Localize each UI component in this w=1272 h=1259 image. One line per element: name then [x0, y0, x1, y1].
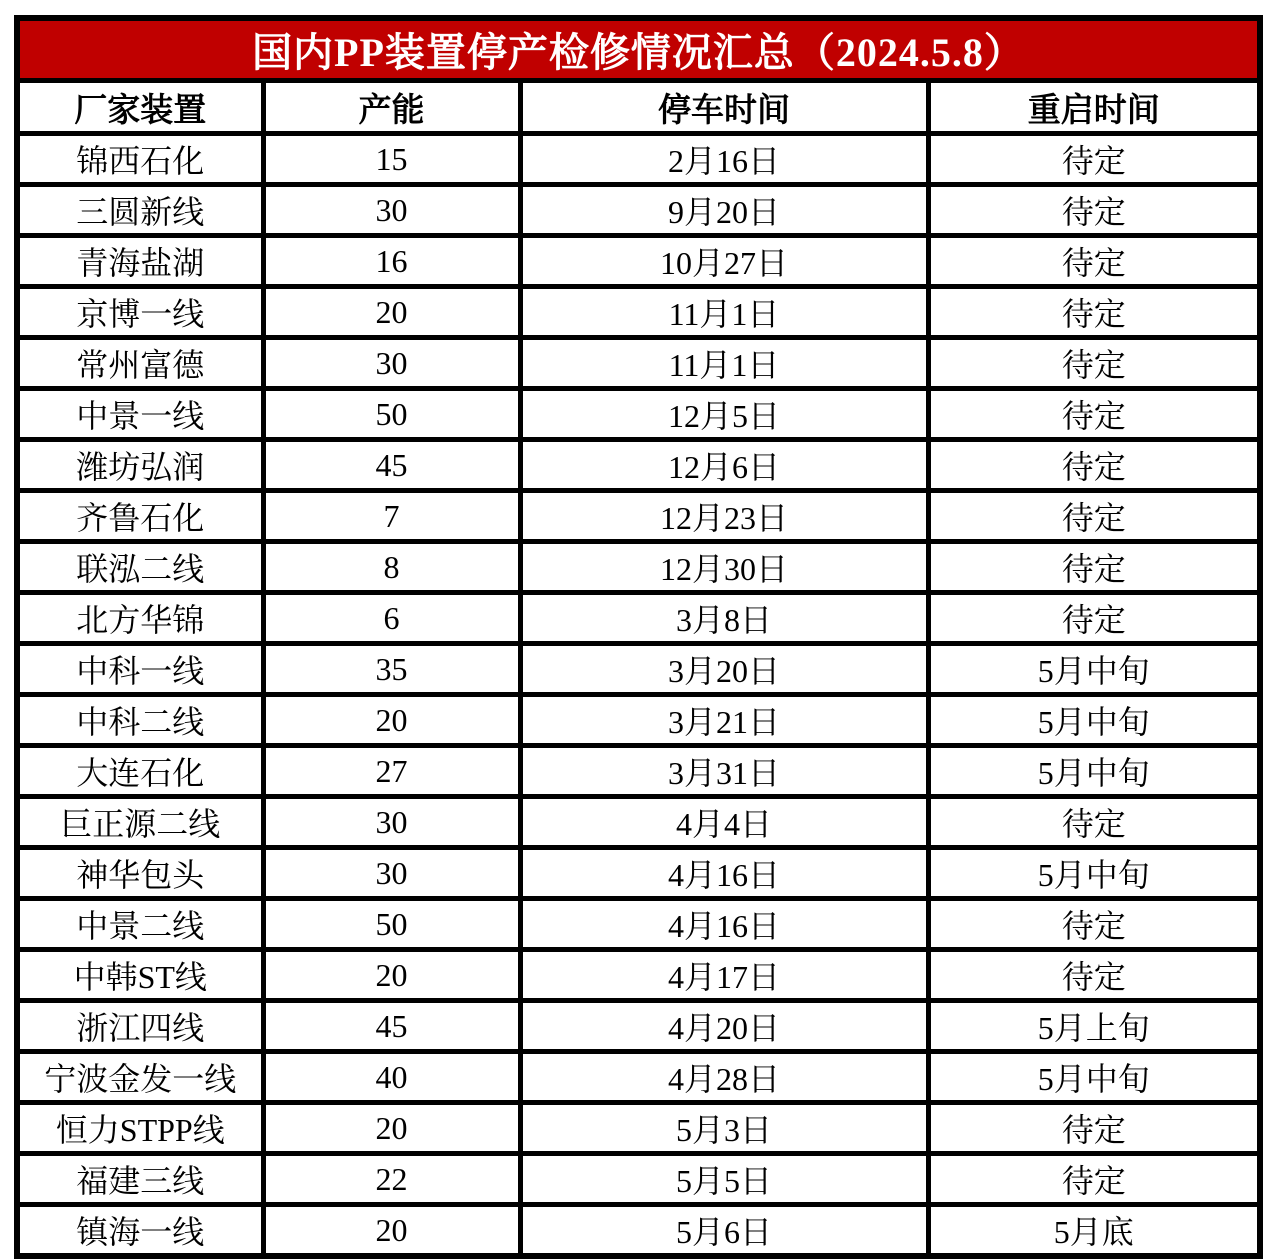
spreadsheet-area [14, 15, 1263, 1259]
stop-time-cell: 5月6日 [520, 1205, 928, 1257]
table-row [17, 797, 1260, 848]
stop-time-cell: 4月28日 [520, 1052, 928, 1103]
capacity-cell: 50 [263, 899, 520, 950]
stop-time-cell: 2月16日 [520, 134, 928, 185]
table-row [17, 1205, 1260, 1257]
capacity-cell: 20 [263, 1103, 520, 1154]
table-row [17, 1154, 1260, 1205]
stop-time-cell: 4月17日 [520, 950, 928, 1001]
stop-time-cell: 12月6日 [520, 440, 928, 491]
pp-maintenance-table [14, 15, 1263, 1259]
capacity-cell: 20 [263, 950, 520, 1001]
plant-cell: 锦西石化 [17, 134, 263, 185]
stop-time-cell: 4月16日 [520, 899, 928, 950]
capacity-cell: 45 [263, 1001, 520, 1052]
capacity-cell: 30 [263, 848, 520, 899]
restart-time-cell: 待定 [928, 542, 1260, 593]
title-row [17, 18, 1260, 81]
plant-cell: 联泓二线 [17, 542, 263, 593]
restart-time-cell: 待定 [928, 389, 1260, 440]
stop-time-cell: 12月5日 [520, 389, 928, 440]
restart-time-cell: 待定 [928, 593, 1260, 644]
stop-time-cell: 4月20日 [520, 1001, 928, 1052]
table-row [17, 491, 1260, 542]
restart-time-cell: 待定 [928, 797, 1260, 848]
capacity-cell: 50 [263, 389, 520, 440]
table-row [17, 950, 1260, 1001]
table-row [17, 185, 1260, 236]
table-row [17, 338, 1260, 389]
stop-time-cell: 10月27日 [520, 236, 928, 287]
stop-time-cell: 3月20日 [520, 644, 928, 695]
restart-time-cell: 待定 [928, 950, 1260, 1001]
plant-cell: 宁波金发一线 [17, 1052, 263, 1103]
stop-time-cell: 11月1日 [520, 338, 928, 389]
plant-cell: 镇海一线 [17, 1205, 263, 1257]
restart-time-cell: 5月中旬 [928, 1052, 1260, 1103]
capacity-cell: 20 [263, 287, 520, 338]
restart-time-cell: 待定 [928, 185, 1260, 236]
plant-cell: 北方华锦 [17, 593, 263, 644]
plant-cell: 中韩ST线 [17, 950, 263, 1001]
stop-time-cell: 5月3日 [520, 1103, 928, 1154]
restart-time-cell: 5月中旬 [928, 695, 1260, 746]
table-row [17, 1103, 1260, 1154]
restart-time-cell: 待定 [928, 338, 1260, 389]
capacity-cell: 8 [263, 542, 520, 593]
capacity-cell: 6 [263, 593, 520, 644]
capacity-cell: 30 [263, 797, 520, 848]
stop-time-cell: 5月5日 [520, 1154, 928, 1205]
stop-time-cell: 3月31日 [520, 746, 928, 797]
plant-cell: 三圆新线 [17, 185, 263, 236]
restart-time-cell: 待定 [928, 440, 1260, 491]
table-row [17, 389, 1260, 440]
column-header-plant: 厂家装置 [17, 81, 263, 134]
plant-cell: 京博一线 [17, 287, 263, 338]
capacity-cell: 20 [263, 695, 520, 746]
table-row [17, 542, 1260, 593]
table-row [17, 440, 1260, 491]
table-row [17, 899, 1260, 950]
table-row [17, 1001, 1260, 1052]
plant-cell: 神华包头 [17, 848, 263, 899]
plant-cell: 常州富德 [17, 338, 263, 389]
stop-time-cell: 11月1日 [520, 287, 928, 338]
restart-time-cell: 待定 [928, 134, 1260, 185]
plant-cell: 中科一线 [17, 644, 263, 695]
plant-cell: 浙江四线 [17, 1001, 263, 1052]
capacity-cell: 7 [263, 491, 520, 542]
capacity-cell: 30 [263, 185, 520, 236]
stop-time-cell: 12月30日 [520, 542, 928, 593]
plant-cell: 中景二线 [17, 899, 263, 950]
capacity-cell: 20 [263, 1205, 520, 1257]
stop-time-cell: 3月21日 [520, 695, 928, 746]
table-row [17, 848, 1260, 899]
restart-time-cell: 待定 [928, 1103, 1260, 1154]
plant-cell: 齐鲁石化 [17, 491, 263, 542]
stop-time-cell: 4月16日 [520, 848, 928, 899]
capacity-cell: 45 [263, 440, 520, 491]
capacity-cell: 27 [263, 746, 520, 797]
plant-cell: 福建三线 [17, 1154, 263, 1205]
restart-time-cell: 5月中旬 [928, 644, 1260, 695]
stop-time-cell: 4月4日 [520, 797, 928, 848]
stop-time-cell: 9月20日 [520, 185, 928, 236]
plant-cell: 中景一线 [17, 389, 263, 440]
restart-time-cell: 待定 [928, 287, 1260, 338]
capacity-cell: 30 [263, 338, 520, 389]
restart-time-cell: 待定 [928, 491, 1260, 542]
table-row [17, 695, 1260, 746]
plant-cell: 恒力STPP线 [17, 1103, 263, 1154]
plant-cell: 青海盐湖 [17, 236, 263, 287]
restart-time-cell: 5月上旬 [928, 1001, 1260, 1052]
column-header-capacity: 产能 [263, 81, 520, 134]
capacity-cell: 16 [263, 236, 520, 287]
header-row [17, 81, 1260, 134]
restart-time-cell: 5月底 [928, 1205, 1260, 1257]
column-header-stop-time: 停车时间 [520, 81, 928, 134]
plant-cell: 巨正源二线 [17, 797, 263, 848]
capacity-cell: 40 [263, 1052, 520, 1103]
restart-time-cell: 待定 [928, 236, 1260, 287]
table-row [17, 644, 1260, 695]
stop-time-cell: 3月8日 [520, 593, 928, 644]
stop-time-cell: 12月23日 [520, 491, 928, 542]
table-row [17, 1052, 1260, 1103]
restart-time-cell: 待定 [928, 899, 1260, 950]
table-row [17, 236, 1260, 287]
table-row [17, 746, 1260, 797]
capacity-cell: 35 [263, 644, 520, 695]
capacity-cell: 22 [263, 1154, 520, 1205]
restart-time-cell: 5月中旬 [928, 848, 1260, 899]
table-body [17, 134, 1260, 1257]
restart-time-cell: 待定 [928, 1154, 1260, 1205]
restart-time-cell: 5月中旬 [928, 746, 1260, 797]
table-row [17, 593, 1260, 644]
column-header-restart-time: 重启时间 [928, 81, 1260, 134]
table-row [17, 287, 1260, 338]
table-row [17, 134, 1260, 185]
plant-cell: 大连石化 [17, 746, 263, 797]
plant-cell: 潍坊弘润 [17, 440, 263, 491]
table-title: 国内PP装置停产检修情况汇总（2024.5.8） [17, 18, 1260, 81]
plant-cell: 中科二线 [17, 695, 263, 746]
capacity-cell: 15 [263, 134, 520, 185]
